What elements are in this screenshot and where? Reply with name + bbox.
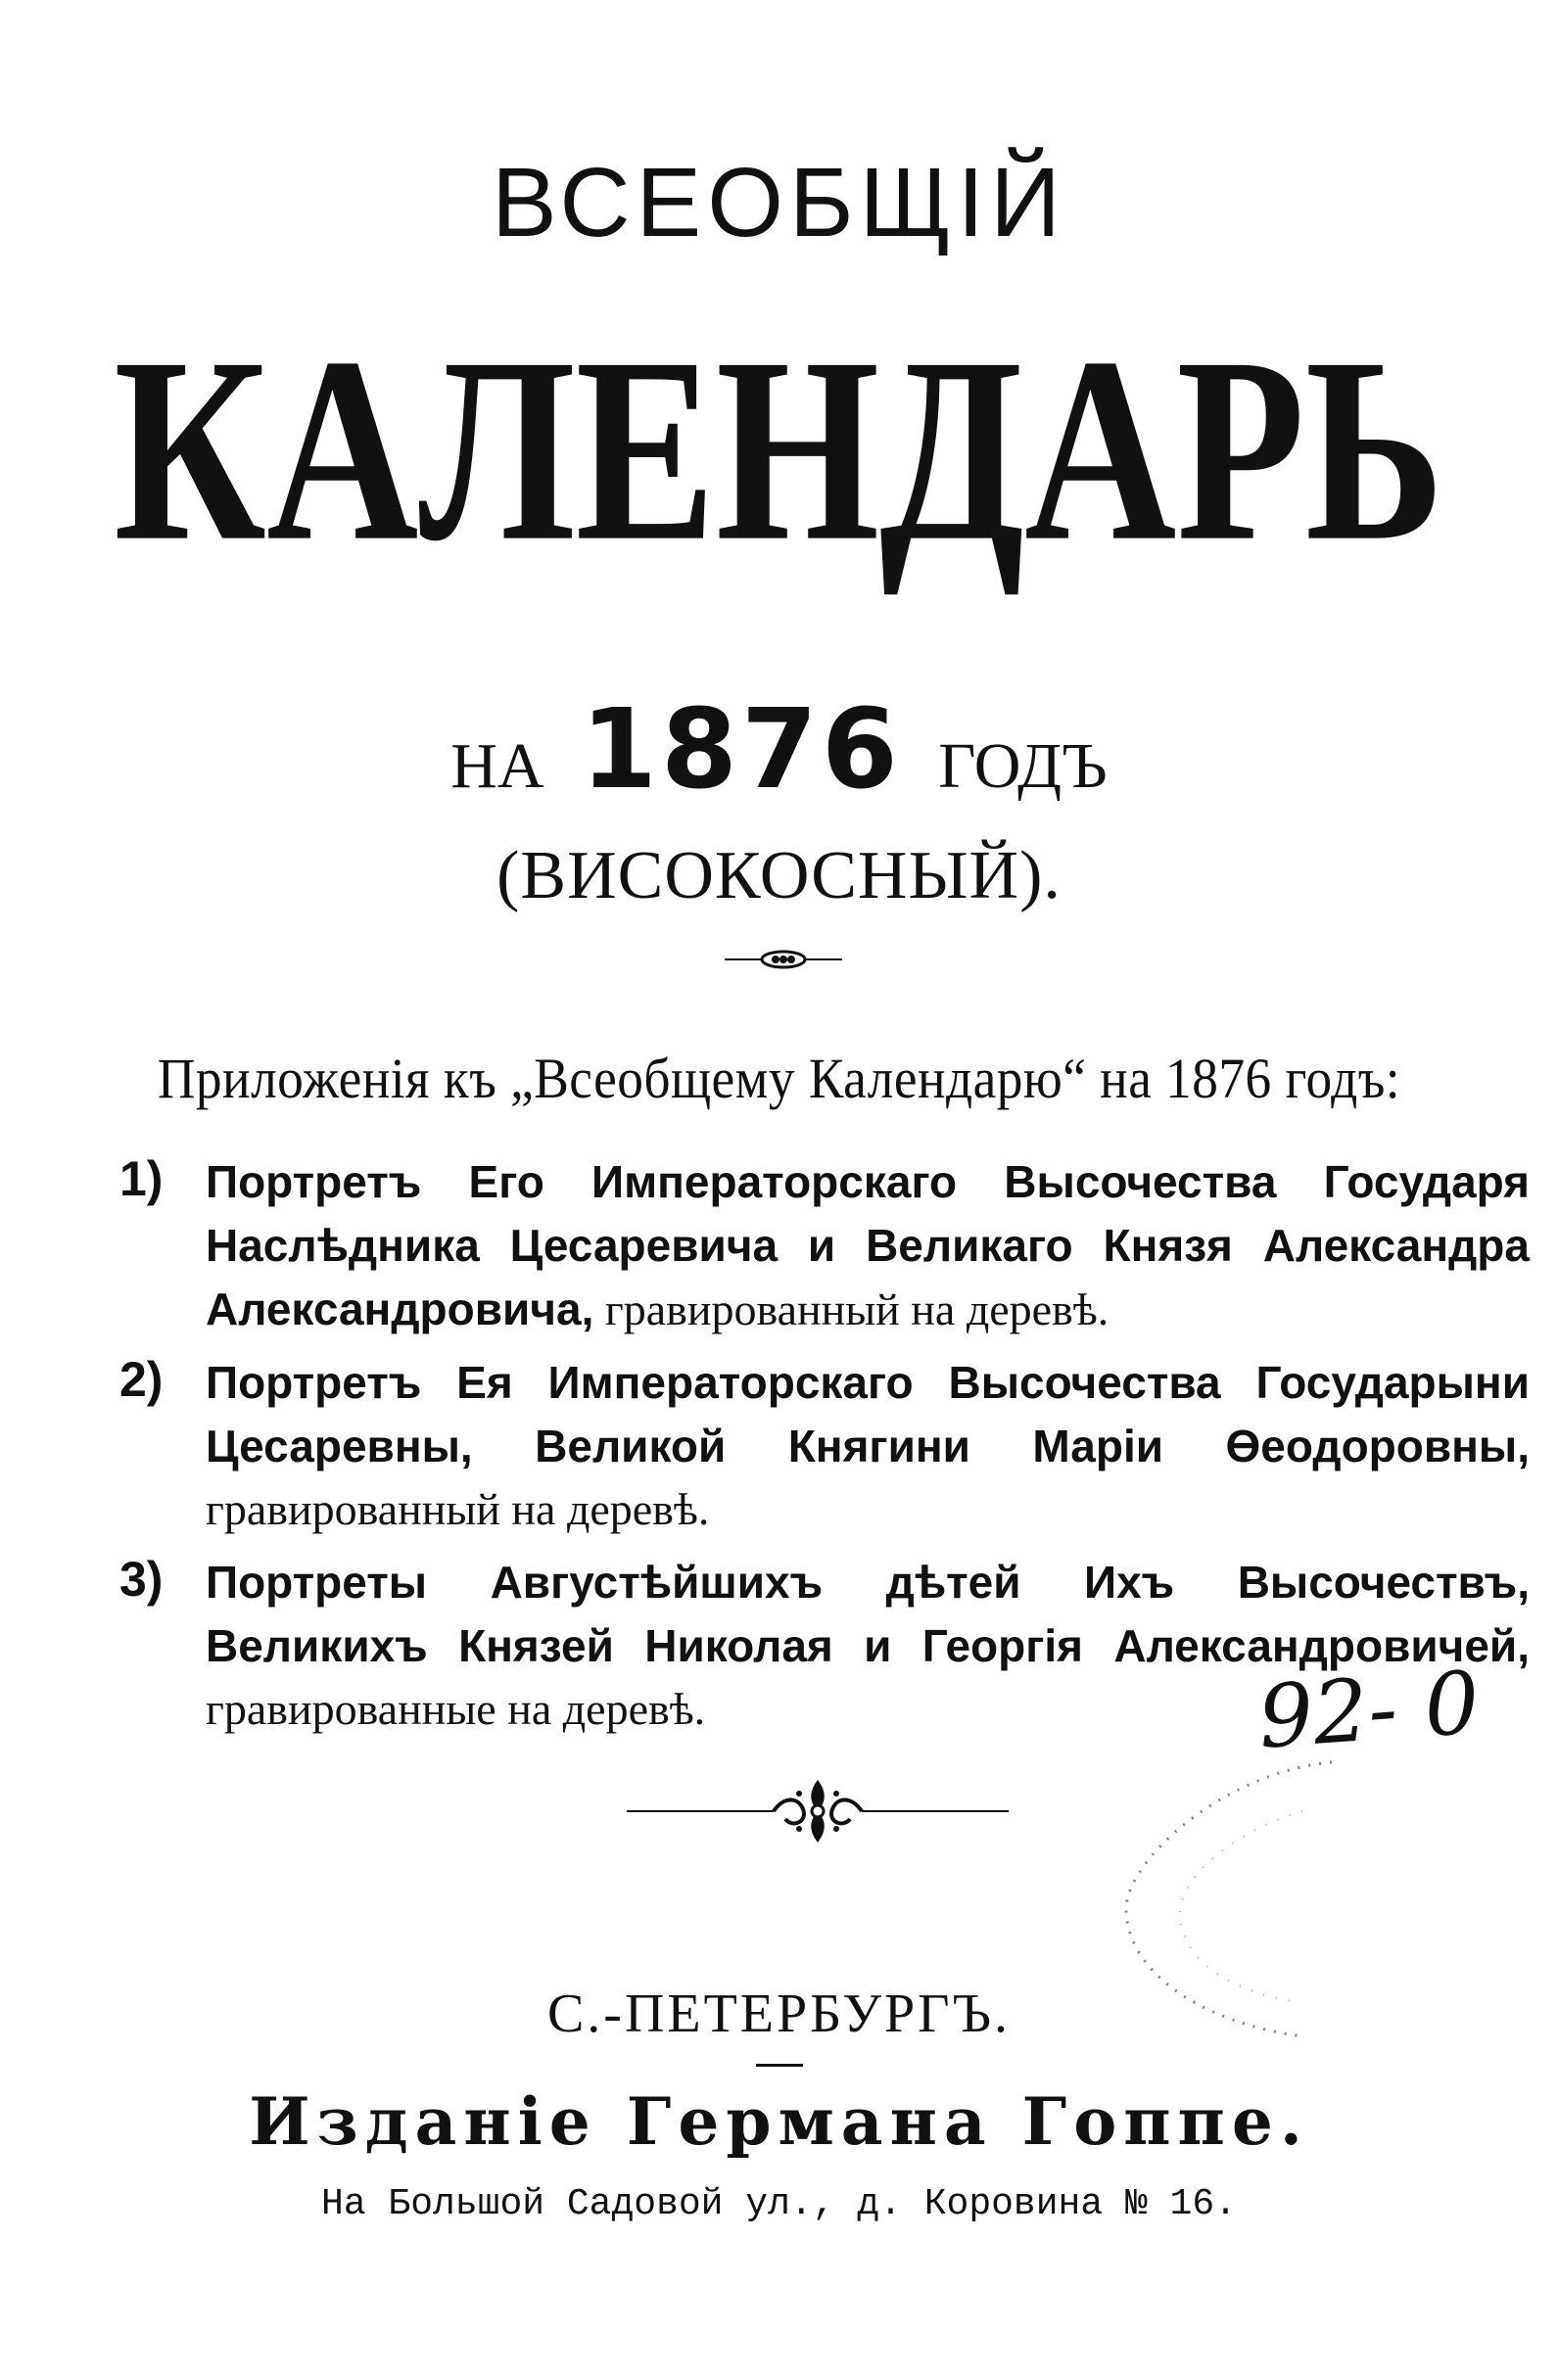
year-line [0,686,1558,814]
item-bold-text: Портреты Августѣйшихъ дѣтей Ихъ Высочествъ, Великихъ Князей Николая и Георгія Александровичей, [206,1557,1530,1671]
appendix-item [119,1351,1530,1541]
item-bold-text: Портретъ Ея Императорскаго Высочества Государыни Цесаревны, Великой Княгини Маріи Өеодоровны, [206,1357,1530,1471]
item-text [206,1150,1530,1341]
item-plain-text: гравированный на деревѣ. [206,1484,710,1534]
appendix-item [119,1150,1530,1341]
ornament-divider-large [627,1772,1009,1850]
leap-year-note: (ВИСОКОСНЫЙ). [496,838,1062,913]
ornament-divider-small [725,945,842,974]
item-text [206,1351,1530,1541]
item-number: 2) [119,1352,164,1407]
year-suffix: ГОДЪ [938,730,1108,802]
item-number: 3) [119,1552,164,1607]
item-number: 1) [119,1151,164,1206]
item-plain-text: гравированный на деревѣ. [593,1284,1109,1334]
imprint-rule [756,2064,803,2067]
year-prefix: НА [450,730,544,802]
item-bold-text: Портретъ Его Императорскаго Высочества Государя Наслѣдника Цесаревича и Великаго Князя Александра Александровича, [206,1156,1530,1334]
appendix-heading: Приложенія къ „Всеобщему Календарю“ на 1876 годъ: [157,1047,1401,1110]
item-plain-text: гравированные на деревѣ. [206,1684,706,1734]
appendix-list [119,1150,1530,1750]
handwritten-note: 92- 0 [1254,1652,1483,1768]
title-line-2: КАЛЕНДАРЬ [114,303,1444,597]
title-line-1: ВСЕОБЩІЙ [491,148,1067,257]
imprint-address: На Большой Садовой ул., д. Коровина № 16. [321,2183,1237,2225]
imprint-city: С.-ПЕТЕРБУРГЪ. [546,1983,1012,2044]
imprint-publisher: Изданіе Германа Гоппе. [249,2083,1309,2160]
year-number: 1876 [581,686,902,814]
